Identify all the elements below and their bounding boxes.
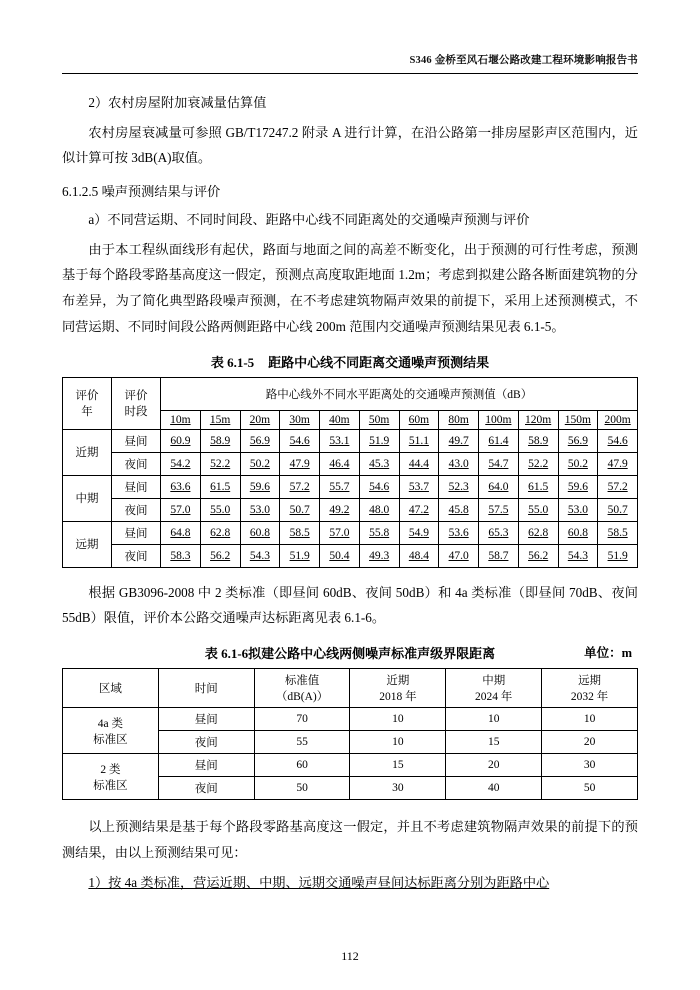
header-standard-value-line2: （dB(A)） [275,691,329,704]
cell-value: 58.9 [200,429,240,452]
cell-value: 53.1 [320,429,360,452]
page-number: 112 [341,949,359,963]
cell-value: 47.9 [280,452,320,475]
header-distance-50m: 50m [359,410,399,429]
paragraph-4: 由于本工程纵面线形有起伏，路面与地面之间的高差不断变化，出于预测的可行性考虑，预测基于每个路段零路基高度这一假定，预测点高度取距地面 1.2m；考虑到拟建公路各断面建筑物的分布差异，为了简化典型路段噪声预测，在不考虑建筑物隔声效果的前提下，采用上述预测模式，不同营运期、不同时间段公路两侧距路中心线 200m 范围内交通噪声预测结果见表 6.1-5。 [62,241,638,334]
cell-value: 47.9 [598,452,638,475]
header-evaluation-year [63,377,112,429]
cell-value: 60.8 [240,521,280,544]
cell-value: 57.0 [320,521,360,544]
row-label-near-term: 近期 [63,429,112,475]
row-time-day: 昼间 [112,475,161,498]
paragraph-6: 以上预测结果是基于每个路段零路基高度这一假定，并且不考虑建筑物隔声效果的前提下的预测结果，由以上预测结果可见： [62,819,638,860]
cell-time: 昼间 [158,754,254,777]
cell-value: 65.3 [479,521,519,544]
cell-value: 45.3 [359,452,399,475]
table-row [63,429,638,452]
page-running-header: S346 金桥至风石堰公路改建工程环境影响报告书 [409,55,638,66]
cell-mid: 20 [446,754,542,777]
cell-value: 57.0 [161,498,201,521]
cell-value: 61.5 [518,475,558,498]
header-near-term-line1: 近期 [386,675,410,688]
header-near-term-line2: 2018 年 [379,691,417,704]
cell-value: 51.9 [280,544,320,567]
table-2-caption [62,643,638,662]
cell-value: 50.7 [280,498,320,521]
cell-value: 57.2 [280,475,320,498]
table-2-unit: 单位：m [584,646,632,661]
cell-value: 58.3 [161,544,201,567]
cell-value: 44.4 [399,452,439,475]
header-evaluation-year-line1: 评价 [75,390,99,403]
table-1-caption-title: 距路中心线不同距离交通噪声预测结果 [268,354,490,370]
cell-far: 10 [542,708,638,731]
cell-value: 56.2 [200,544,240,567]
cell-value: 56.2 [518,544,558,567]
cell-value: 53.0 [240,498,280,521]
cell-value: 50.7 [598,498,638,521]
header-standard-value [254,669,350,708]
cell-value: 50.2 [240,452,280,475]
cell-value: 58.9 [518,429,558,452]
cell-value: 58.7 [479,544,519,567]
cell-far: 20 [542,731,638,754]
header-distance-30m: 30m [280,410,320,429]
header-distance-span: 路中心线外不同水平距离处的交通噪声预测值（dB） [161,377,638,410]
row-label-area-2-line2: 标准区 [93,779,128,792]
cell-value: 56.9 [558,429,598,452]
row-label-area-2 [63,754,159,800]
cell-standard: 60 [254,754,350,777]
cell-mid: 10 [446,708,542,731]
row-time-night: 夜间 [112,498,161,521]
cell-value: 45.8 [439,498,479,521]
header-distance-200m: 200m [598,410,638,429]
table-1-caption [62,352,638,371]
row-time-day: 昼间 [112,521,161,544]
cell-value: 64.8 [161,521,201,544]
cell-value: 54.2 [161,452,201,475]
cell-time: 夜间 [158,777,254,800]
header-evaluation-period-line2: 时段 [124,406,148,419]
paragraph-1: 2）农村房屋附加衰减量估算值 [88,95,267,110]
header-mid-term [446,669,542,708]
cell-value: 53.7 [399,475,439,498]
cell-standard: 55 [254,731,350,754]
table-row [63,377,638,410]
cell-time: 昼间 [158,708,254,731]
table-1-caption-number: 表 6.1-5 [210,354,255,370]
table-2-caption-title: 拟建公路中心线两侧噪声标准声级界限距离 [248,646,496,662]
cell-far: 50 [542,777,638,800]
cell-value: 49.2 [320,498,360,521]
cell-value: 55.0 [518,498,558,521]
header-area: 区域 [63,669,159,708]
cell-value: 52.3 [439,475,479,498]
cell-value: 59.6 [558,475,598,498]
header-distance-100m: 100m [479,410,519,429]
cell-time: 夜间 [158,731,254,754]
cell-value: 48.4 [399,544,439,567]
cell-near: 10 [350,731,446,754]
header-distance-20m: 20m [240,410,280,429]
cell-near: 10 [350,708,446,731]
cell-value: 46.4 [320,452,360,475]
cell-value: 52.2 [518,452,558,475]
cell-value: 56.9 [240,429,280,452]
table-row [63,708,638,731]
header-distance-60m: 60m [399,410,439,429]
cell-value: 59.6 [240,475,280,498]
cell-value: 47.0 [439,544,479,567]
table-2-caption-number: 表 6.1-6 [204,646,249,662]
header-far-term [542,669,638,708]
header-evaluation-year-line2: 年 [81,406,93,419]
table-row [63,544,638,567]
cell-value: 58.5 [280,521,320,544]
header-distance-80m: 80m [439,410,479,429]
cell-value: 54.9 [399,521,439,544]
cell-value: 61.5 [200,475,240,498]
row-time-day: 昼间 [112,429,161,452]
cell-value: 58.5 [598,521,638,544]
cell-value: 51.9 [598,544,638,567]
header-distance-40m: 40m [320,410,360,429]
header-standard-value-line1: 标准值 [284,675,320,688]
noise-prediction-table [62,377,638,568]
paragraph-7: 1）按 4a 类标准，营运近期、中期、远期交通噪声昼间达标距离分别为距路中心 [88,874,550,890]
header-divider [62,73,638,74]
cell-mid: 40 [446,777,542,800]
cell-value: 55.8 [359,521,399,544]
cell-value: 57.2 [598,475,638,498]
cell-value: 55.0 [200,498,240,521]
row-label-mid-term: 中期 [63,475,112,521]
cell-standard: 50 [254,777,350,800]
cell-value: 52.2 [200,452,240,475]
noise-standard-distance-table [62,668,638,800]
cell-value: 62.8 [200,521,240,544]
cell-value: 54.6 [359,475,399,498]
header-distance-15m: 15m [200,410,240,429]
cell-value: 43.0 [439,452,479,475]
header-mid-term-line2: 2024 年 [475,691,513,704]
cell-value: 53.6 [439,521,479,544]
table-row [63,521,638,544]
cell-value: 60.8 [558,521,598,544]
cell-value: 50.4 [320,544,360,567]
cell-value: 55.7 [320,475,360,498]
paragraph-2: 农村房屋衰减量可参照 GB/T17247.2 附录 A 进行计算，在沿公路第一排房屋影声区范围内，近似计算可按 3dB(A)取值。 [62,124,638,166]
cell-value: 62.8 [518,521,558,544]
row-label-area-4a-line2: 标准区 [93,733,128,746]
cell-near: 30 [350,777,446,800]
paragraph-3: a）不同营运期、不同时间段、距路中心线不同距离处的交通噪声预测与评价 [88,211,530,227]
header-time: 时间 [158,669,254,708]
table-row [63,498,638,521]
cell-value: 54.3 [240,544,280,567]
cell-near: 15 [350,754,446,777]
cell-standard: 70 [254,708,350,731]
header-evaluation-period [112,377,161,429]
section-heading-6-1-2-5: 6.1.2.5 噪声预测结果与评价 [62,184,221,200]
cell-value: 47.2 [399,498,439,521]
cell-value: 48.0 [359,498,399,521]
cell-value: 64.0 [479,475,519,498]
cell-value: 51.1 [399,429,439,452]
cell-value: 63.6 [161,475,201,498]
row-label-area-4a [63,708,159,754]
cell-value: 57.5 [479,498,519,521]
cell-value: 53.0 [558,498,598,521]
cell-value: 50.2 [558,452,598,475]
table-row [63,754,638,777]
cell-value: 61.4 [479,429,519,452]
header-distance-120m: 120m [518,410,558,429]
table-row [63,475,638,498]
cell-value: 54.6 [598,429,638,452]
cell-value: 54.7 [479,452,519,475]
cell-value: 54.6 [280,429,320,452]
row-label-area-2-line1: 2 类 [100,763,121,776]
header-evaluation-period-line1: 评价 [124,390,148,403]
cell-mid: 15 [446,731,542,754]
table-row [63,452,638,475]
row-time-night: 夜间 [112,544,161,567]
cell-value: 51.9 [359,429,399,452]
header-distance-150m: 150m [558,410,598,429]
header-far-term-line1: 远期 [578,675,602,688]
row-label-far-term: 远期 [63,521,112,567]
paragraph-5: 根据 GB3096-2008 中 2 类标准（即昼间 60dB、夜间 50dB）和 4a 类标准（即昼间 70dB、夜间 55dB）限值，评价本公路交通噪声达标距离见表 6.1-6。 [62,584,638,626]
header-mid-term-line1: 中期 [482,675,506,688]
cell-value: 54.3 [558,544,598,567]
header-far-term-line2: 2032 年 [570,691,609,704]
row-label-area-4a-line1: 4a 类 [97,717,124,730]
header-near-term [350,669,446,708]
row-time-night: 夜间 [112,452,161,475]
table-row [63,669,638,708]
cell-value: 60.9 [161,429,201,452]
cell-far: 30 [542,754,638,777]
header-distance-10m: 10m [161,410,201,429]
cell-value: 49.7 [439,429,479,452]
cell-value: 49.3 [359,544,399,567]
